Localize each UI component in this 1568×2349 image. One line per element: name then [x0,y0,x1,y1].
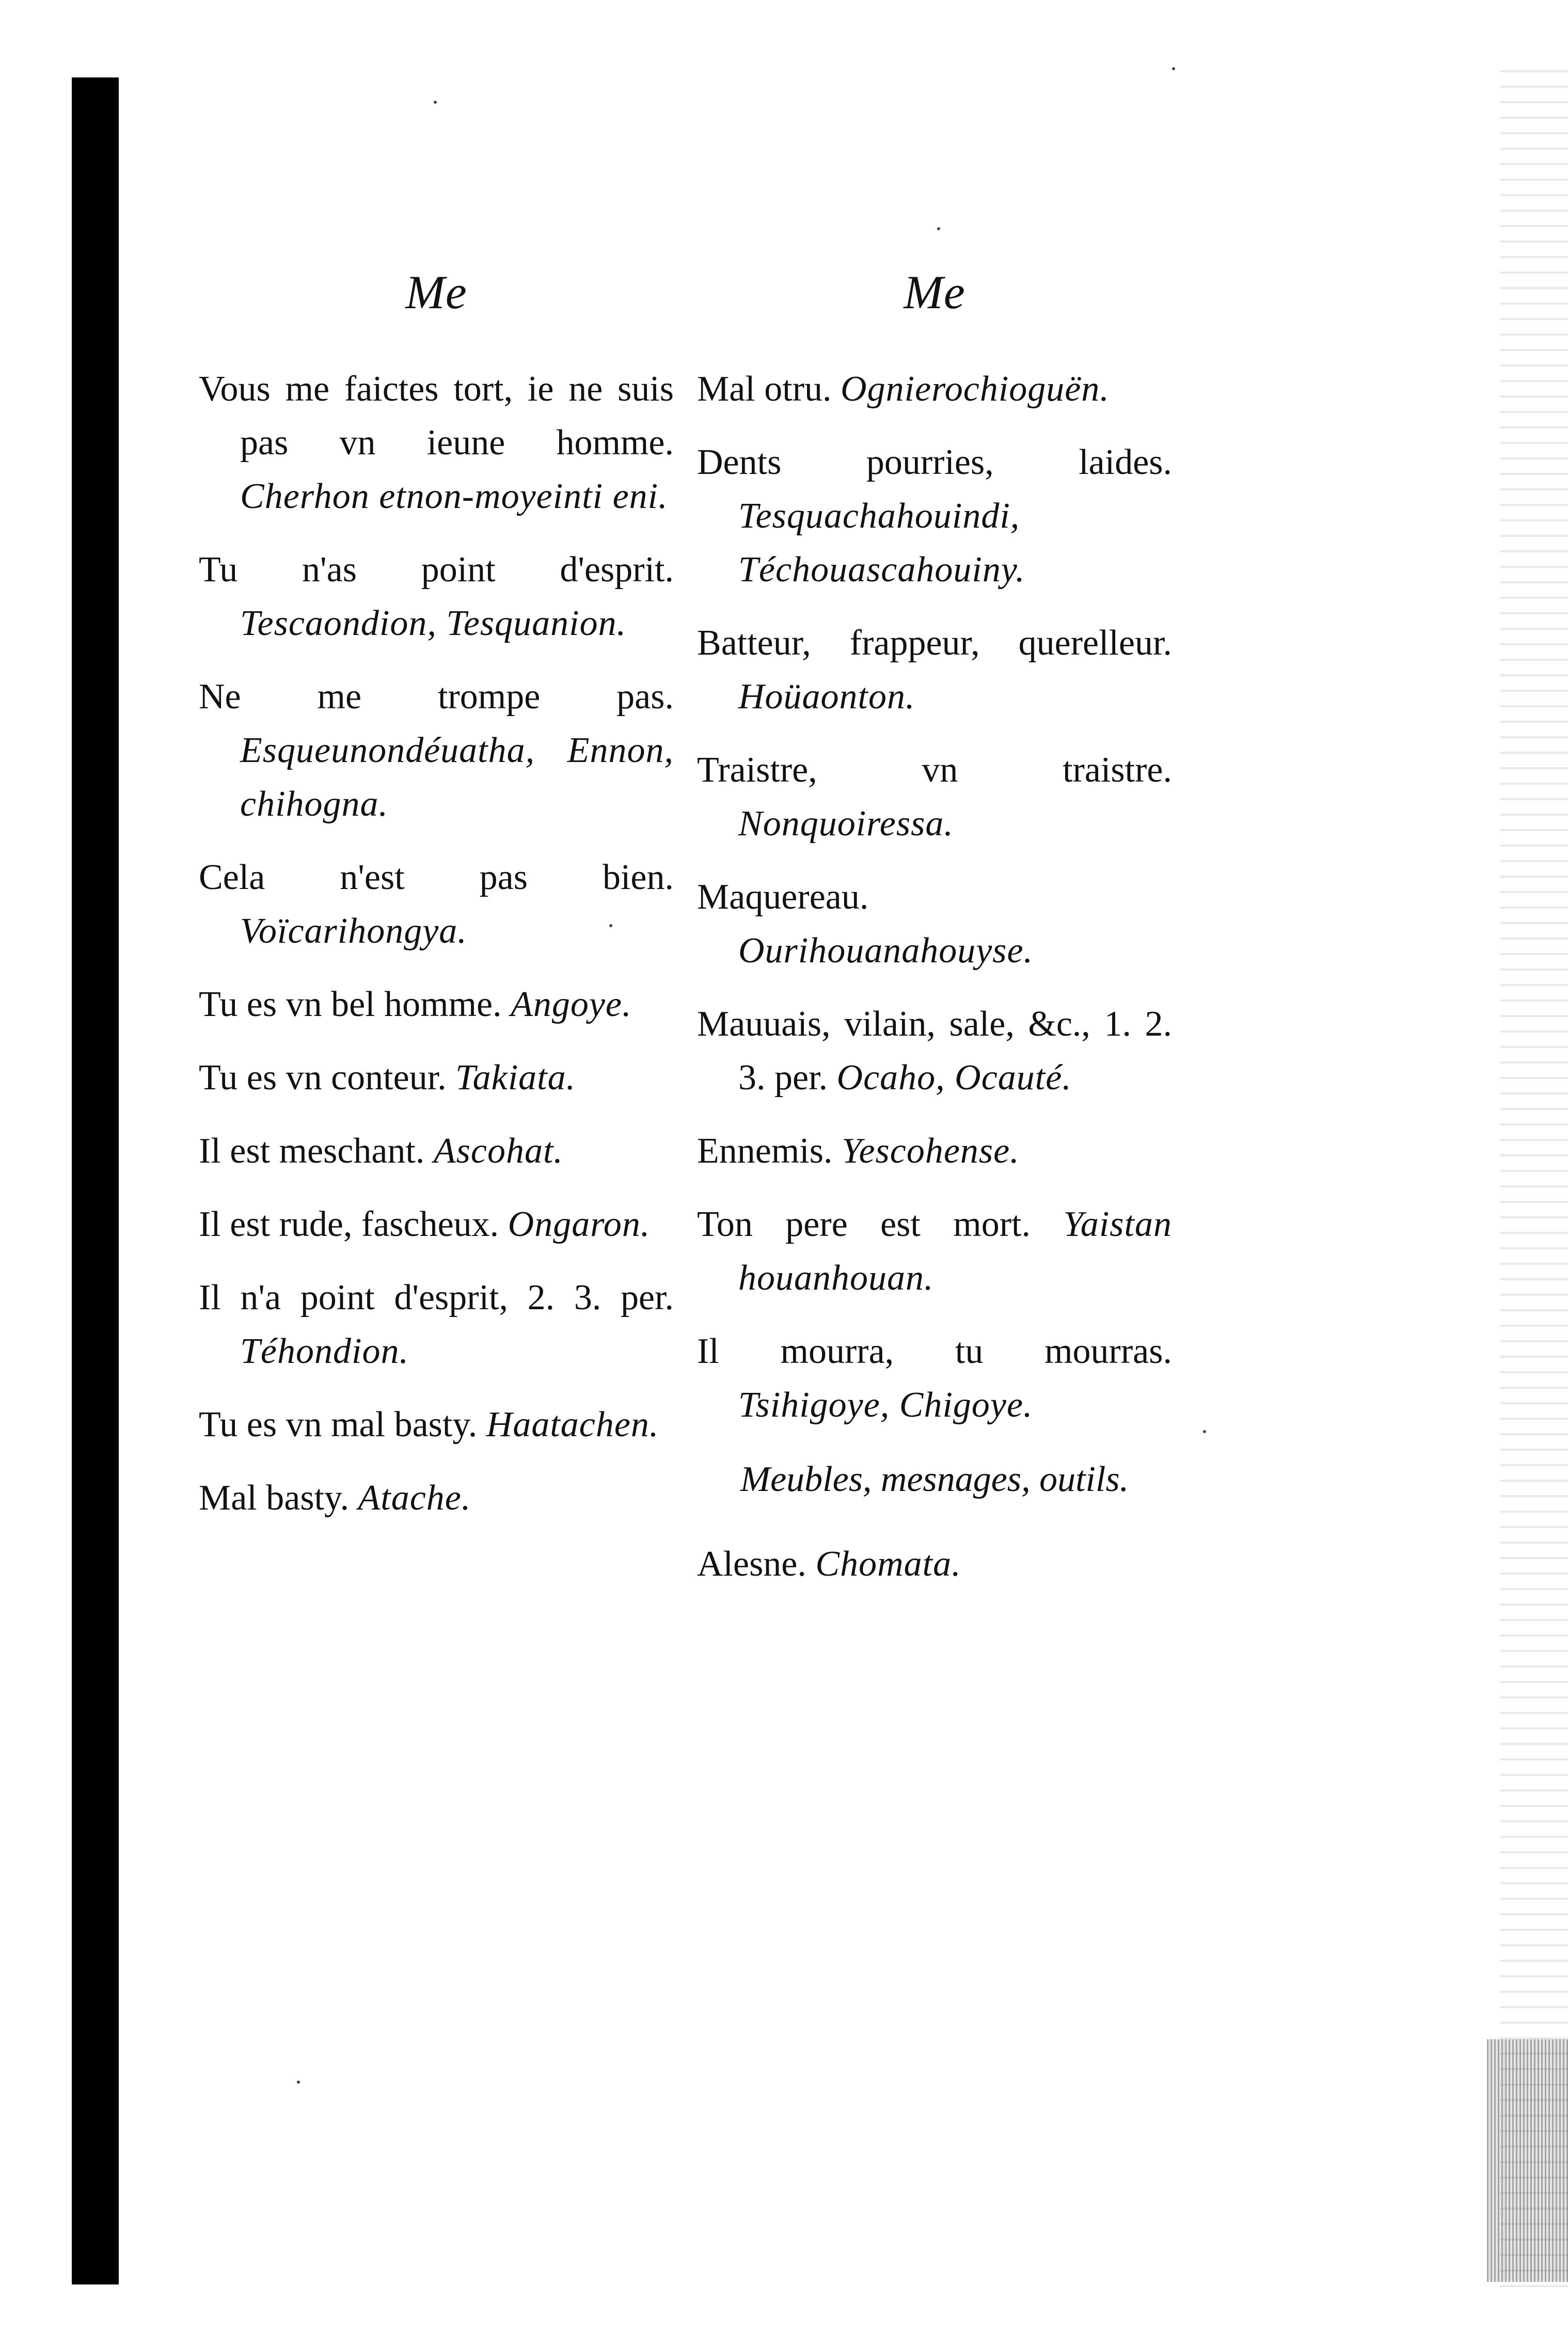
french-text: Ne me trompe pas. [199,677,674,717]
dictionary-entry [199,1124,674,1178]
french-text: Alesne. [697,1544,806,1584]
huron-text: Takiata. [455,1058,576,1098]
dictionary-entry [199,670,674,831]
dictionary-entry [697,616,1172,724]
dictionary-entry [697,743,1172,851]
column-header: Me [405,266,467,319]
french-text: Tu es vn mal basty. [199,1405,478,1445]
dictionary-entry [199,1398,674,1452]
huron-text: Hoüaonton. [738,677,915,717]
french-text: Il mourra, tu mourras. [697,1331,1172,1371]
huron-text: Yaistan houanhouan. [738,1204,1172,1298]
french-text: Dents pourries, laides. [697,442,1172,482]
french-text: Maquereau. [697,877,869,917]
huron-text: Esqueunondéuatha, Ennon, chihogna. [240,731,674,824]
french-text: Tu n'as point d'esprit. [199,550,674,590]
french-text: Ennemis. [697,1131,833,1171]
huron-text: Ocaho, Ocauté. [836,1058,1072,1098]
dictionary-entry [697,362,1172,416]
french-text: Mauuais, vilain, sale, &c., 1. 2. 3. per. [697,1004,1172,1098]
french-text: Il est rude, fascheux. [199,1204,499,1244]
dictionary-entry [199,1471,674,1525]
french-text: Traistre, vn traistre. [697,750,1172,790]
french-text: Tu es vn bel homme. [199,985,502,1024]
french-text: Ton pere est mort. [697,1204,1031,1244]
french-text: Batteur, frappeur, querelleur. [697,623,1172,663]
huron-text: Haatachen. [486,1405,659,1445]
huron-text: Ongaron. [508,1204,651,1244]
dictionary-entry [697,1325,1172,1432]
huron-text: Ognierochioguën. [841,369,1110,409]
french-text: Cela n'est pas bien. [199,858,674,897]
dictionary-entry [199,1198,674,1251]
huron-text: Chomata. [815,1544,961,1584]
huron-text: Tescaondion, Tesquanion. [240,604,627,643]
dictionary-entry [697,1537,1172,1591]
huron-text: Nonquoiressa. [738,804,954,844]
dictionary-entry [697,1124,1172,1178]
right-column [697,268,1172,1611]
huron-text: Ascohat. [433,1131,563,1171]
dictionary-entry [199,1051,674,1105]
huron-text: Tesquachahouindi, Téchouascahouiny. [738,496,1025,590]
french-text: Il n'a point d'esprit, 2. 3. per. [199,1278,674,1318]
dictionary-entry [199,978,674,1031]
huron-text: Atache. [358,1478,471,1518]
huron-text: Voïcarihongya. [240,911,467,951]
dictionary-entry [199,851,674,958]
french-text: Vous me faictes tort, ie ne suis pas vn ieune homme. [199,369,674,463]
dictionary-entry [199,362,674,523]
huron-text: Yescohense. [841,1131,1020,1171]
section-heading: Meubles, mesnages, outils. [740,1459,1129,1499]
dictionary-entry [697,997,1172,1105]
dictionary-entry [697,870,1172,978]
french-text: Mal basty. [199,1478,349,1518]
column-header: Me [904,266,965,319]
dictionary-entry [199,543,674,650]
huron-text: Téhondion. [240,1331,409,1371]
french-text: Il est meschant. [199,1131,425,1171]
dictionary-entry [697,1198,1172,1305]
huron-text: Ourihouanahouyse. [738,931,1034,971]
french-text: Tu es vn conteur. [199,1058,447,1098]
left-column [199,268,674,1545]
huron-text: Cherhon etnon-moyeinti eni. [240,477,668,516]
dictionary-entry [199,1271,674,1378]
huron-text: Tsihigoye, Chigoye. [738,1385,1033,1425]
huron-text: Angoye. [511,985,632,1024]
dictionary-entry [697,436,1172,597]
french-text: Mal otru. [697,369,832,409]
